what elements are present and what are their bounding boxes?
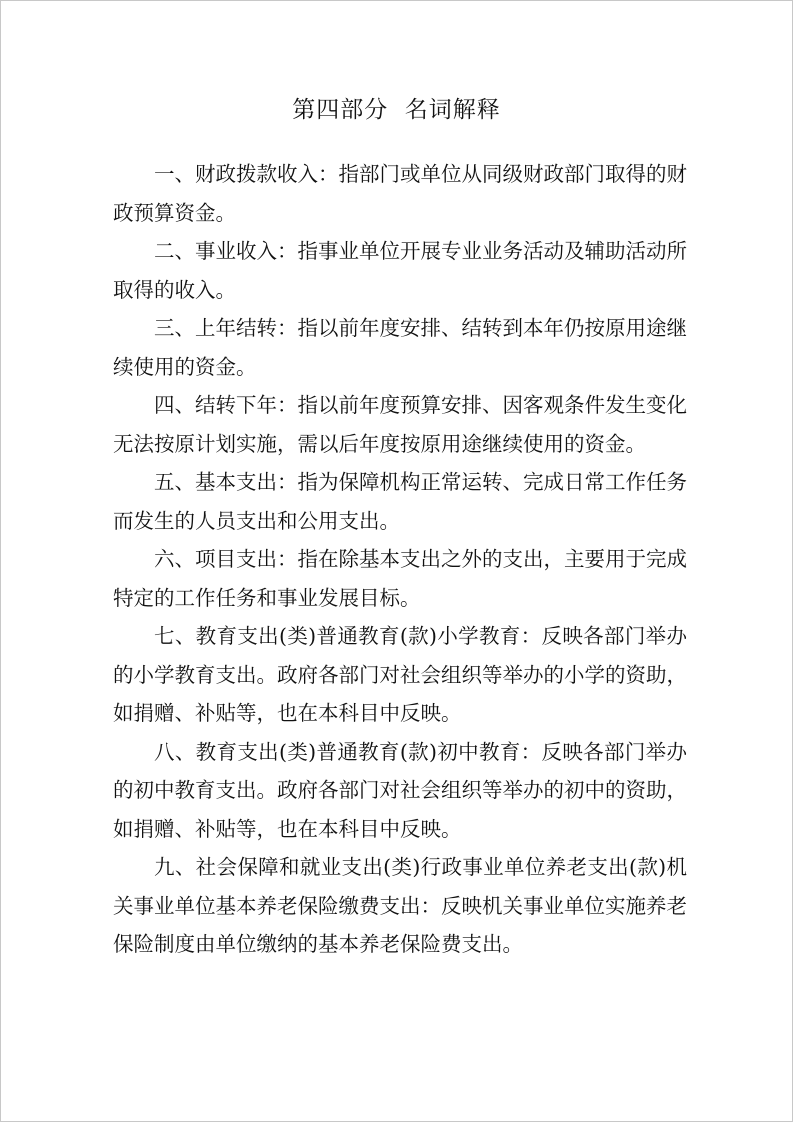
paragraph-6: 六、项目支出：指在除基本支出之外的支出，主要用于完成特定的工作任务和事业发展目标。 bbox=[113, 547, 687, 610]
paragraph-9: 九、社会保障和就业支出(类)行政事业单位养老支出(款)机关事业单位基本养老保险缴费支出：反映机关事业单位实施养老保险制度由单位缴纳的基本养老保险费支出。 bbox=[113, 855, 687, 956]
paragraph-3: 三、上年结转：指以前年度安排、结转到本年仍按原用途继续使用的资金。 bbox=[113, 316, 687, 379]
paragraph-1: 一、财政拨款收入：指部门或单位从同级财政部门取得的财政预算资金。 bbox=[113, 162, 687, 225]
page-title: 第四部分 名词解释 bbox=[292, 97, 501, 123]
paragraph-8: 八、教育支出(类)普通教育(款)初中教育：反映各部门举办的初中教育支出。政府各部门对社会组织等举办的初中的资助，如捐赠、补贴等，也在本科目中反映。 bbox=[113, 739, 687, 841]
paragraph-4: 四、结转下年：指以前年度预算安排、因客观条件发生变化无法按原计划实施，需以后年度按原用途继续使用的资金。 bbox=[113, 393, 687, 456]
paragraph-2: 二、事业收入：指事业单位开展专业业务活动及辅助活动所取得的收入。 bbox=[113, 239, 687, 302]
paragraph-7: 七、教育支出(类)普通教育(款)小学教育：反映各部门举办的小学教育支出。政府各部门对社会组织等举办的小学的资助，如捐赠、补贴等，也在本科目中反映。 bbox=[113, 624, 687, 725]
paragraph-5: 五、基本支出：指为保障机构正常运转、完成日常工作任务而发生的人员支出和公用支出。 bbox=[113, 470, 687, 533]
document-body bbox=[113, 155, 687, 964]
